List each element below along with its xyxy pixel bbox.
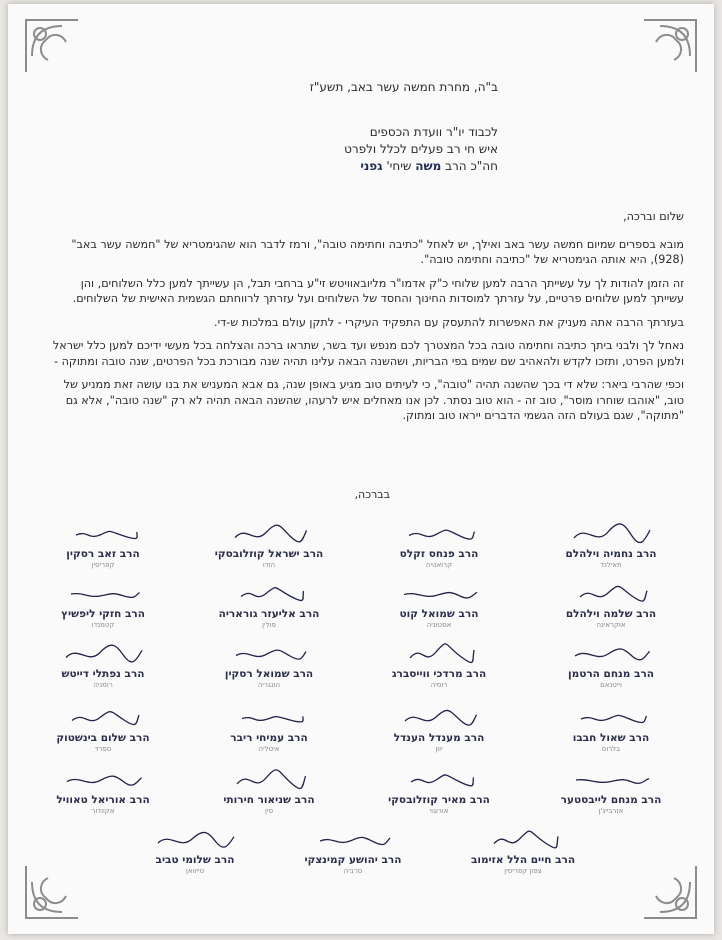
handwritten-signature-icon [224, 580, 314, 608]
signatory-country: סרביה [343, 867, 363, 875]
handwritten-signature-icon [394, 520, 484, 548]
signatory-country: אקוודור [91, 807, 115, 815]
signatory-name: הרב פנחס זקלס [399, 548, 479, 560]
signatory-block [194, 704, 344, 753]
signatory-block [194, 766, 344, 815]
signatory-country: הודו [262, 561, 276, 569]
signatory-block [120, 826, 270, 875]
signatory-name: הרב אוריאל טאוויל [56, 794, 150, 806]
body-paragraph: וכפי שהרבי ביאר: שלא די בכך שהשנה תהיה "טובה", כי לעיתים טוב מגיע באופן שנה, גם אבא המעניש את בנו עושה זאת ממניע של טוב, "אוהבו שוחרו מוסר", טוב זה - הוא טוב נסתר. לכן אנו מאחלים איש לרעהו, שהשנה הבאה תהיה לא רק "שנה טובה", אלא גם "מתוקה", שגם בעולם הזה הגשמי הדברים ייראו טוב ומתוק. [63, 378, 684, 422]
corner-ornament-icon [640, 862, 700, 922]
signatory-block [278, 826, 428, 875]
letter-sheet [8, 4, 714, 934]
handwritten-signature-icon [566, 766, 656, 794]
corner-ornament-icon [640, 16, 700, 76]
signatory-name: הרב אליעזר גוראריה [218, 608, 320, 620]
signatory-country: אסטוניה [426, 621, 452, 629]
handwritten-signature-icon [394, 704, 484, 732]
address-line [344, 158, 498, 175]
handwritten-signature-icon [224, 704, 314, 732]
signatory-name: הרב עמיחי ריבר [230, 732, 308, 744]
signatory-name: הרב מרדכי ווייסברג [391, 668, 487, 680]
body-paragraph: נאחל לך ולבני ביתך כתיבה וחתימה טובה בכל המצטרך לכם מנפש ועד בשר, שתראו ברכה והצלחה בכל מעשי ידיכם למען כלל ישראל ולמען הפרט, ותזכו לקדש ולהאהיב שם שמים בפי הבריות, ושהשנה הבאה עלינו תהיה שנה מבורכת בכל הפרטים, שנה טובה ומתוקה - [52, 339, 684, 368]
signatory-name: הרב נפתלי דייטש [61, 668, 145, 680]
signatory-country: קרואטיה [425, 561, 453, 569]
signatory-block [448, 826, 598, 875]
signatory-block [364, 640, 514, 689]
signatory-country: רוסיה [430, 681, 448, 689]
signatory-name: הרב מענדל הענדל [393, 732, 485, 744]
signatory-block [28, 580, 178, 629]
signatory-country: ספרד [94, 745, 112, 753]
signatory-block [536, 766, 686, 815]
signatory-name: הרב חזקי ליפשיץ [61, 608, 145, 620]
signatory-country: בלרוס [601, 745, 621, 753]
signatory-country: טייוואן [185, 867, 205, 875]
signatory-name: הרב ישראל קוזלובסקי [214, 548, 324, 560]
signatory-block [536, 520, 686, 569]
handwritten-signature-icon [58, 520, 148, 548]
signatory-name: הרב שמואל קוט [399, 608, 479, 620]
signatory-block [364, 704, 514, 753]
letter-body [48, 209, 684, 432]
handwritten-signature-icon [394, 580, 484, 608]
recipient-last-name: גפני [360, 159, 383, 173]
signatory-country: פולין [262, 621, 276, 629]
body-paragraph: מובא בספרים שמיום חמשה עשר באב ואילך, יש לאחל "כתיבה וחתימה טובה", ורמז לדבר הוא שהגימטריא של "חמשה עשר באב" (928), היא אותה הגימטריא של "כתיבה וחתימה טובה". [71, 237, 684, 266]
signatory-name: הרב שלומי טביב [155, 854, 235, 866]
handwritten-signature-icon [58, 580, 148, 608]
signatory-name: הרב נחמיה וילהלם [565, 548, 657, 560]
signatory-country: איטליה [258, 745, 280, 753]
signatory-block [194, 580, 344, 629]
signatory-country: וייטנאם [600, 681, 622, 689]
signatory-name: הרב זאב רסקין [66, 548, 140, 560]
signatory-country: תאילנד [600, 561, 622, 569]
recipient-first-name: משה [415, 159, 442, 173]
signatory-name: הרב שניאור חירותי [223, 794, 315, 806]
signatory-block [364, 520, 514, 569]
handwritten-signature-icon [566, 520, 656, 548]
address-line: איש חי רב פעלים לכלל ולפרט [344, 142, 498, 156]
handwritten-signature-icon [224, 520, 314, 548]
handwritten-signature-icon [566, 704, 656, 732]
signatory-name: הרב יהושע קמינצקי [304, 854, 402, 866]
signatory-block [536, 640, 686, 689]
corner-ornament-icon [22, 16, 82, 76]
handwritten-signature-icon [58, 640, 148, 668]
signatory-country: סין [264, 807, 273, 815]
signatory-block [28, 520, 178, 569]
signatory-name: הרב שלום בינשטוק [56, 732, 150, 744]
signatory-block [364, 766, 514, 815]
handwritten-signature-icon [394, 640, 484, 668]
signatory-name: הרב חיים הלל אזימוב [470, 854, 576, 866]
handwritten-signature-icon [566, 640, 656, 668]
signatory-country: אזרבייג'ן [598, 807, 624, 815]
signatory-country: רומניה [93, 681, 113, 689]
signatory-name: הרב שלמה וילהלם [565, 608, 657, 620]
handwritten-signature-icon [224, 640, 314, 668]
greeting: שלום וברכה, [623, 210, 684, 223]
signatory-block [536, 704, 686, 753]
signatory-block [536, 580, 686, 629]
handwritten-signature-icon [224, 766, 314, 794]
signatory-block [194, 640, 344, 689]
signatory-country: קפריסין [91, 561, 115, 569]
address-prefix: חה"כ הרב [445, 159, 498, 173]
handwritten-signature-icon [150, 826, 240, 854]
signatory-name: הרב שמואל רסקין [224, 668, 314, 680]
signatory-country: צפון קפריסין [504, 867, 542, 875]
signatory-country: אוקראינה [596, 621, 626, 629]
signatory-name: הרב מאיר קוזלובסקי [388, 794, 490, 806]
recipient-address [344, 124, 498, 175]
handwritten-signature-icon [308, 826, 398, 854]
handwritten-signature-icon [478, 826, 568, 854]
signatory-block [364, 580, 514, 629]
signatory-country: יוון [435, 745, 443, 753]
closing: בברכה, [354, 488, 390, 501]
address-honorific: שיחי' [386, 159, 412, 173]
address-line: לכבוד יו"ר וועדת הכספים [369, 125, 498, 139]
signatory-name: הרב מנחם הרטמן [568, 668, 654, 680]
signatory-country: הונגריה [257, 681, 281, 689]
signatory-block [28, 704, 178, 753]
handwritten-signature-icon [58, 704, 148, 732]
signatory-block [194, 520, 344, 569]
body-paragraph: בעזרתך הרבה אתה מעניק את האפשרות להתעסק עם התפקיד העיקרי - לתקן עולם במלכות ש-די. [214, 315, 684, 329]
signatory-block [28, 640, 178, 689]
date-line: ב"ה, מחרת חמשה עשר באב, תשע"ז [309, 80, 498, 94]
body-paragraph: זה הזמן להודות לך על עשייתך הרבה למען שלוחי כ"ק אדמו"ר מליובאוויטש זי"ע ברחבי תבל, הן עשייתך למען כלל השלוחים, והן עשייתך למען שלוחים פרטיים, על עזרתך למוסדות החינוך והחסד של השלוחים ועל עזרתך לרווחתם הגשמית האישית של השלוחים. [72, 276, 684, 305]
signatory-country: אורוגוי [429, 807, 449, 815]
signatory-block [28, 766, 178, 815]
signatory-country: קטמנדו [91, 621, 115, 629]
signatory-name: הרב שאול חבבו [572, 732, 650, 744]
corner-ornament-icon [22, 862, 82, 922]
signatory-name: הרב מנחם לייבסטער [560, 794, 662, 806]
handwritten-signature-icon [58, 766, 148, 794]
handwritten-signature-icon [394, 766, 484, 794]
handwritten-signature-icon [566, 580, 656, 608]
